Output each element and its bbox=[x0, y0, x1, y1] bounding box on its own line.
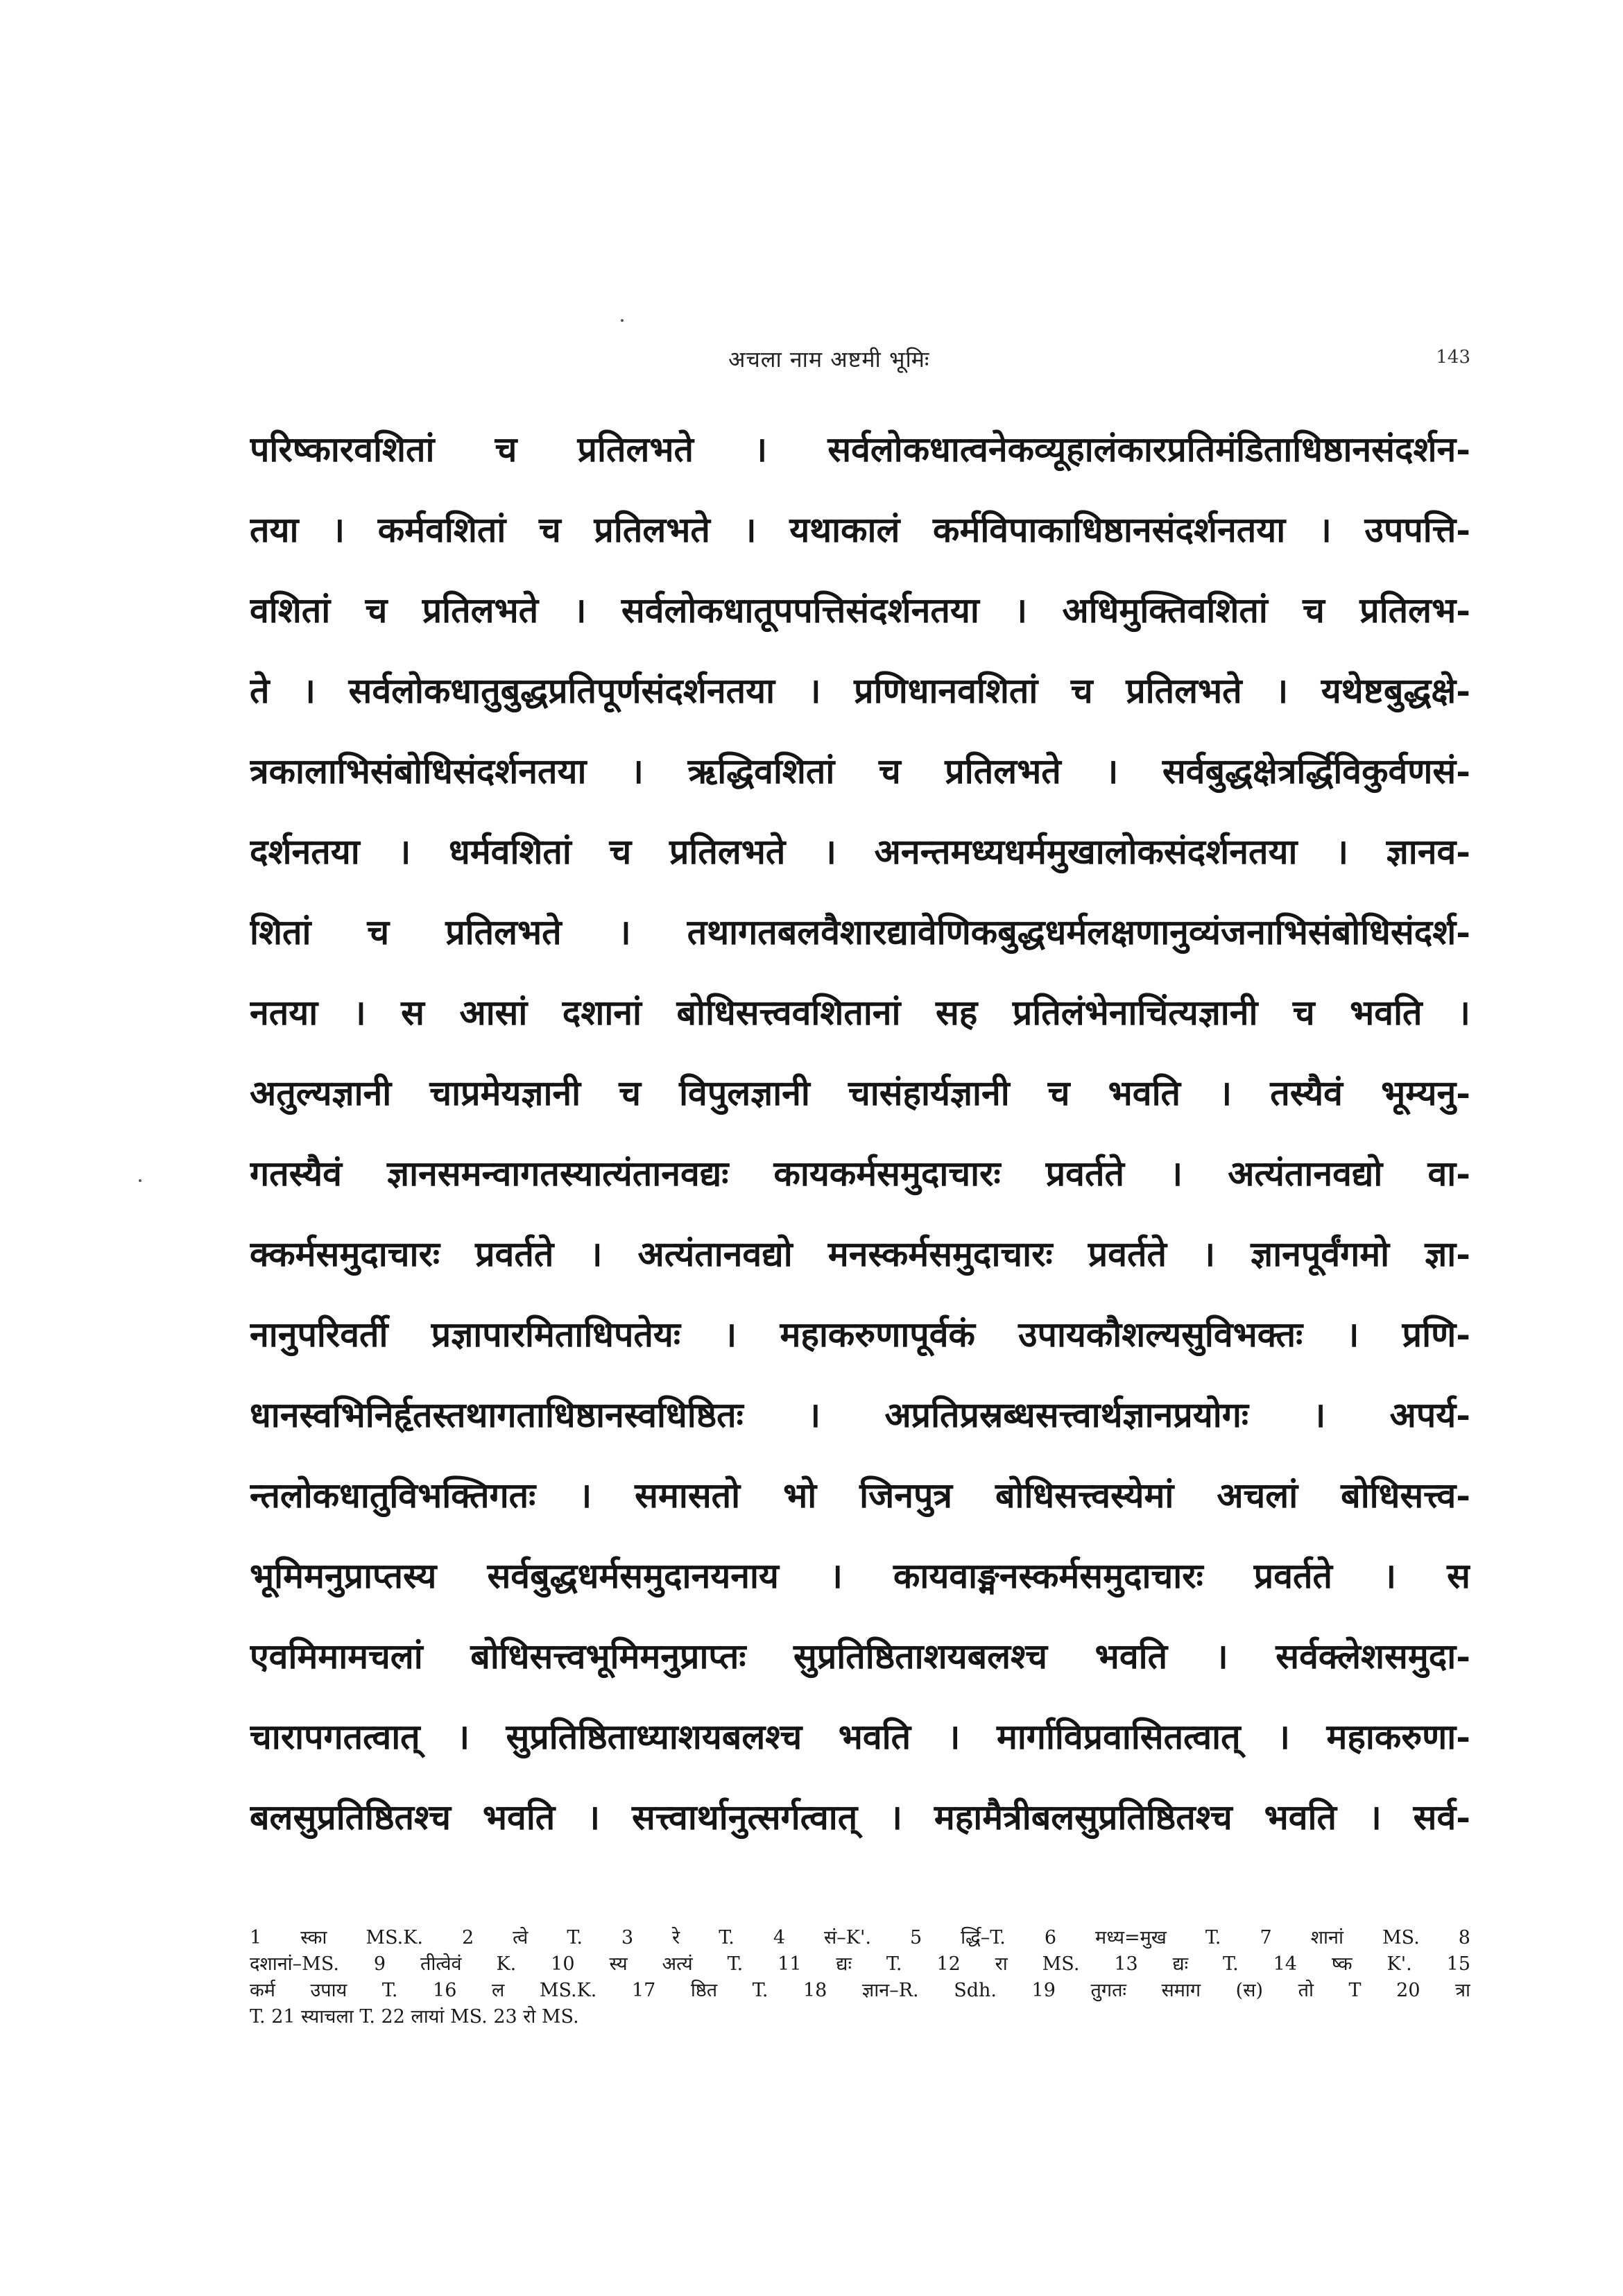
text-line: गतस्यैवं ज्ञानसमन्वागतस्यात्यंतानवद्यः कायकर्मसमुदाचारः प्रवर्तते । अत्यंतानवद्यो वा- bbox=[250, 1153, 1470, 1194]
main-text bbox=[250, 409, 1470, 1858]
text-line: बलसुप्रतिष्ठितश्च भवति । सत्त्वार्थानुत्सर्गत्वात् । महामैत्रीबलसुप्रतिष्ठितश्च भवति । सर्व- bbox=[250, 1797, 1470, 1837]
text-line: धानस्वभिनिर्हृतस्तथागताधिष्ठानस्वधिष्ठितः । अप्रतिप्रस्रब्धसत्त्वार्थज्ञानप्रयोगः । अपर्य- bbox=[250, 1394, 1470, 1435]
text-line: ते । सर्वलोकधातुबुद्धप्रतिपूर्णसंदर्शनतया । प्रणिधानवशितां च प्रतिलभते । यथेष्टबुद्धक्षे- bbox=[250, 670, 1470, 711]
text-line: तया । कर्मवशितां च प्रतिलभते । यथाकालं कर्मविपाकाधिष्ठानसंदर्शनतया । उपपत्ति- bbox=[250, 509, 1470, 550]
text-line: एवमिमामचलां बोधिसत्त्वभूमिमनुप्राप्तः सुप्रतिष्ठिताशयबलश्च भवति । सर्वक्लेशसमुदा- bbox=[250, 1636, 1470, 1677]
footnote-line: दशानां–MS. 9 तीत्वेवं K. 10 स्य अत्यं T. 11 द्यः T. 12 रा MS. 13 द्यः T. 14 ष्क K'. 15 bbox=[250, 1953, 1470, 1975]
text-line: नतया । स आसां दशानां बोधिसत्त्ववशितानां सह प्रतिलंभेनाचिंत्यज्ञानी च भवति । bbox=[250, 992, 1470, 1033]
text-line: भूमिमनुप्राप्तस्य सर्वबुद्धधर्मसमुदानयनाय । कायवाङ्मनस्कर्मसमुदाचारः प्रवर्तते । स bbox=[250, 1555, 1470, 1596]
print-speck bbox=[621, 319, 624, 322]
text-line: वशितां च प्रतिलभते । सर्वलोकधातूपपत्तिसंदर्शनतया । अधिमुक्तिवशितां च प्रतिलभ- bbox=[250, 590, 1470, 631]
footnote-line: T. 21 स्याचला T. 22 लायां MS. 23 रो MS. bbox=[250, 2006, 579, 2028]
page-number: 143 bbox=[1436, 347, 1470, 368]
text-line: क्कर्मसमुदाचारः प्रवर्तते । अत्यंतानवद्यो मनस्कर्मसमुदाचारः प्रवर्तते । ज्ञानपूर्वंगमो ज्ञा- bbox=[250, 1233, 1470, 1274]
footnote-line: 1 स्का MS.K. 2 त्वे T. 3 रे T. 4 सं–K'. 5 र्द्धि–T. 6 मध्य=मुख T. 7 शानां MS. 8 bbox=[250, 1927, 1470, 1948]
page-header bbox=[250, 344, 1470, 386]
print-speck bbox=[139, 1179, 141, 1182]
text-line: न्तलोकधातुविभक्तिगतः । समासतो भो जिनपुत्र बोधिसत्त्वस्येमां अचलां बोधिसत्त्व- bbox=[250, 1475, 1470, 1516]
text-line: दर्शनतया । धर्मवशितां च प्रतिलभते । अनन्तमध्यधर्ममुखालोकसंदर्शनतया । ज्ञानव- bbox=[250, 831, 1470, 872]
text-line: त्रकालाभिसंबोधिसंदर्शनतया । ऋद्धिवशितां च प्रतिलभते । सर्वबुद्धक्षेत्रर्द्धिविकुर्वणसं- bbox=[250, 751, 1470, 791]
footnote-line: कर्म उपाय T. 16 ल MS.K. 17 ष्ठित T. 18 ज्ञान–R. Sdh. 19 तुगतः समाग (स) तो T 20 त्रा bbox=[250, 1980, 1470, 2001]
text-line: नानुपरिवर्ती प्रज्ञापारमिताधिपतेयः । महाकरुणापूर्वकं उपायकौशल्यसुविभक्तः । प्रणि- bbox=[250, 1314, 1470, 1355]
running-title: अचला नाम अष्टमी भूमिः bbox=[728, 346, 930, 372]
text-line: परिष्कारवशितां च प्रतिलभते । सर्वलोकधात्वनेकव्यूहालंकारप्रतिमंडिताधिष्ठानसंदर्शन- bbox=[250, 429, 1470, 470]
footnotes bbox=[250, 1925, 1470, 2030]
text-line: शितां च प्रतिलभते । तथागतबलवैशारद्यावेणिकबुद्धधर्मलक्षणानुव्यंजनाभिसंबोधिसंदर्श- bbox=[250, 911, 1470, 952]
text-line: अतुल्यज्ञानी चाप्रमेयज्ञानी च विपुलज्ञानी चासंहार्यज्ञानी च भवति । तस्यैवं भूम्यनु- bbox=[250, 1072, 1470, 1113]
text-line: चारापगतत्वात् । सुप्रतिष्ठिताध्याशयबलश्च भवति । मार्गाविप्रवासितत्वात् । महाकरुणा- bbox=[250, 1716, 1470, 1757]
